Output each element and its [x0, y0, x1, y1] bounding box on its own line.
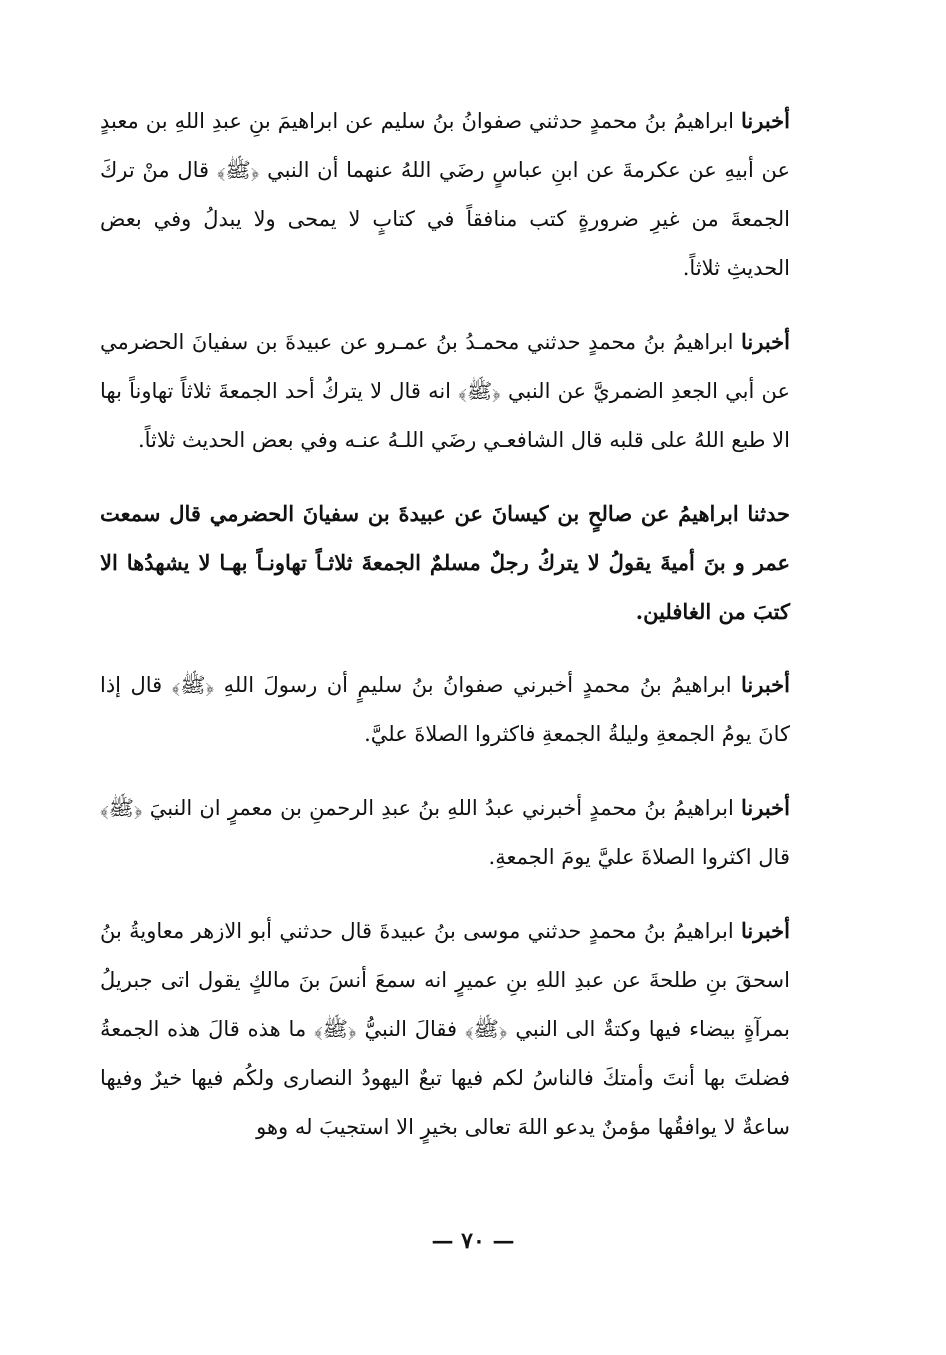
- page-number: — ٧٠ —: [431, 1228, 515, 1254]
- paragraph-6: [100, 906, 790, 1152]
- paragraph-text: ابراهيمُ بنُ محمدٍ حدثني صفوانُ بنُ سليم عن ابراهيمَ بنِ عبدِ اللهِ بن معبدٍ عن أبيهِ عن عكرمةَ عن ابنِ عباسٍ رضَي اللهُ عنهما أن النبي ﴿ﷺ﴾ قال منْ تركَ الجمعةَ من غيرِ ضرورةٍ كتب منافقاً في كتابٍ لا يمحى ولا يبدلُ وفي بعض الحديثِ ثلاثاً.: [100, 109, 790, 280]
- paragraph-lead: أخبرنا: [741, 672, 790, 697]
- paragraph-lead: أخبرنا: [741, 108, 790, 133]
- paragraph-text: ابراهيمُ بنُ محمدٍ أخبرني صفوانُ بنُ سليمٍ أن رسولَ اللهِ ﴿ﷺ﴾ قال إذا كانَ يومُ الجمعةِ وليلةُ الجمعةِ فاكثروا الصلاةَ عليَّ.: [100, 673, 790, 746]
- paragraph-4: [100, 660, 790, 759]
- paragraph-text: حدثنا ابراهيمُ عن صالحٍ بن كيسانَ عن عبيدةَ بن سفيانَ الحضرمي قال سمعت عمر و بنَ أميةَ يقولُ لا يتركُ رجلٌ مسلمٌ الجمعةَ ثلاثـاً تهاونـاً بهـا لا يشهدُها الا كتبَ من الغافلين.: [100, 501, 790, 624]
- paragraph-lead: أخبرنا: [741, 329, 790, 354]
- paragraph-text: ابراهيمُ بنُ محمدٍ أخبرني عبدُ اللهِ بنُ عبدِ الرحمنِ بن معمرٍ ان النبيَ ﴿ﷺ﴾ قال اكثروا الصلاةَ عليَّ يومَ الجمعةِ.: [100, 796, 790, 869]
- paragraph-lead: أخبرنا: [741, 918, 790, 943]
- paragraph-text: ابراهيمُ بنُ محمدٍ حدثني موسى بنُ عبيدةَ قال حدثني أبو الازهر معاويةُ بنُ اسحقَ بنِ طلحةَ عن عبدِ اللهِ بنِ عميرٍ انه سمعَ أنسَ بنَ مالكٍ يقول اتى جبريلُ بمرآةٍ بيضاء فيها وكتةٌ الى النبي ﴿ﷺ﴾ فقالَ النبيُّ ﴿ﷺ﴾ ما هذه قالَ هذه الجمعةُ فضلتَ بها أنتَ وأمتكَ فالناسُ لكم فيها تبعٌ اليهودُ النصارى ولكُم فيها خيرٌ وفيها ساعةٌ لا يوافقُها مؤمنٌ يدعو اللهَ تعالى بخيرٍ الا استجيبَ له وهو: [100, 919, 790, 1139]
- paragraph-2: [100, 317, 790, 465]
- paragraph-text: ابراهيمُ بنُ محمدٍ حدثني محمـدُ بنُ عمـرو عن عبيدةَ بن سفيانَ الحضرمي عن أبي الجعدِ الضمريَّ عن النبي ﴿ﷺ﴾ انه قال لا يتركُ أحد الجمعةَ ثلاثاً تهاوناً بها الا طبع اللهُ على قلبه قال الشافعـي رضَي اللـهُ عنـه وفي بعض الحديث ثلاثاً.: [100, 330, 790, 452]
- paragraph-1: [100, 96, 790, 293]
- page-body: [100, 96, 790, 1176]
- paragraph-5: [100, 783, 790, 882]
- paragraph-lead: أخبرنا: [741, 795, 790, 820]
- paragraph-3: [100, 489, 790, 636]
